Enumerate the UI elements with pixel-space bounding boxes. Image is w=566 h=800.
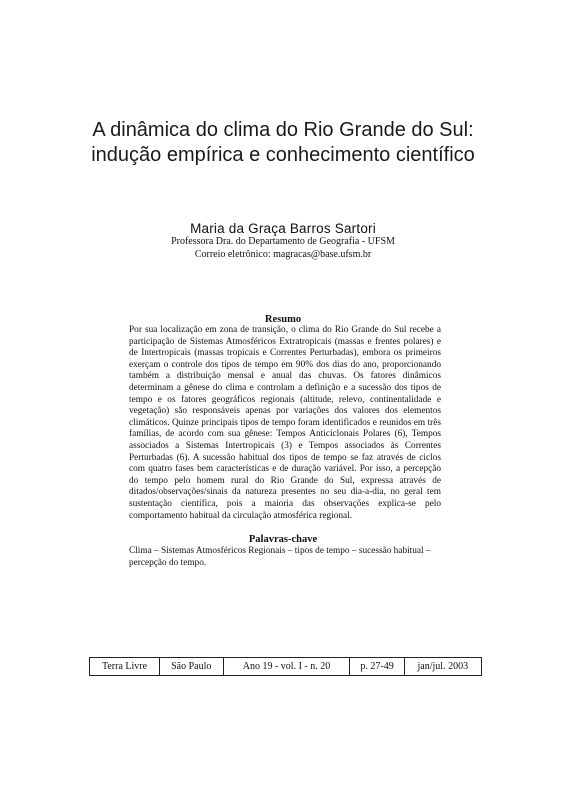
keywords-heading: Palavras-chave	[248, 534, 318, 545]
author-affiliation: Professora Dra. do Departamento de Geografia - UFSM	[171, 236, 395, 247]
citation-footer-table	[89, 657, 482, 676]
paper-title	[0, 118, 566, 168]
author-name: Maria da Graça Barros Sartori	[190, 221, 376, 236]
footer-journal: Terra Livre	[90, 658, 160, 676]
title-line-1: A dinâmica do clima do Rio Grande do Sul:	[92, 119, 474, 141]
citation-row	[90, 658, 482, 676]
abstract-heading: Resumo	[264, 314, 302, 325]
footer-volume: Ano 19 - vol. I - n. 20	[223, 658, 350, 676]
footer-date: jan/jul. 2003	[404, 658, 481, 676]
keywords-text: Clima – Sistemas Atmosféricos Regionais – tipos de tempo – sucessão habitual – percepção do tempo.	[129, 546, 431, 568]
author-email: Correio eletrônico: magracas@base.ufsm.br	[194, 249, 372, 260]
author-info	[0, 235, 566, 261]
footer-pages: p. 27-49	[350, 658, 404, 676]
abstract-text: Por sua localização em zona de transição, o clima do Rio Grande do Sul recebe a participação de Sistemas Atmosféricos Extratropicais (massas e frentes polares) e de Intertropicais (massas tropicais e Correntes Perturbadas), embora os primeiros exerçam o controle dos tipos de tempo em 90% dos dias do ano, proporcionando também a distribuição mensal e anual das chuvas. Os fatores dinâmicos determinam a gênese do clima e controlam a definição e a sucessão dos tipos de tempo e os fatores geográficos regionais (altitude, relevo, continentalidade e vegetação) são responsáveis apenas por variações dos valores dos elementos climáticos. Quinze principais tipos de tempo foram identificados e reunidos em três famílias, de acordo com sua gênese: Tempos Anticiclonais Polares (6), Tempos associados a Sistemas Intertropicais (3) e Tempos associados às Correntes Perturbadas (6). A sucessão habitual dos tipos de tempo se faz através de ciclos com quatro fases bem características e de duração variável. Por isso, a percepção do tempo pelo homem rural do Rio Grande do Sul, expressa através de ditados/observações/sinais da natureza presentes no seu dia-a-dia, no geral tem sustentação científica, pois a maioria das observações explica-se pelo comportamento habitual da circulação atmosférica regional.	[129, 325, 441, 521]
footer-city: São Paulo	[160, 658, 224, 676]
title-line-2: indução empírica e conhecimento científico	[91, 144, 475, 166]
